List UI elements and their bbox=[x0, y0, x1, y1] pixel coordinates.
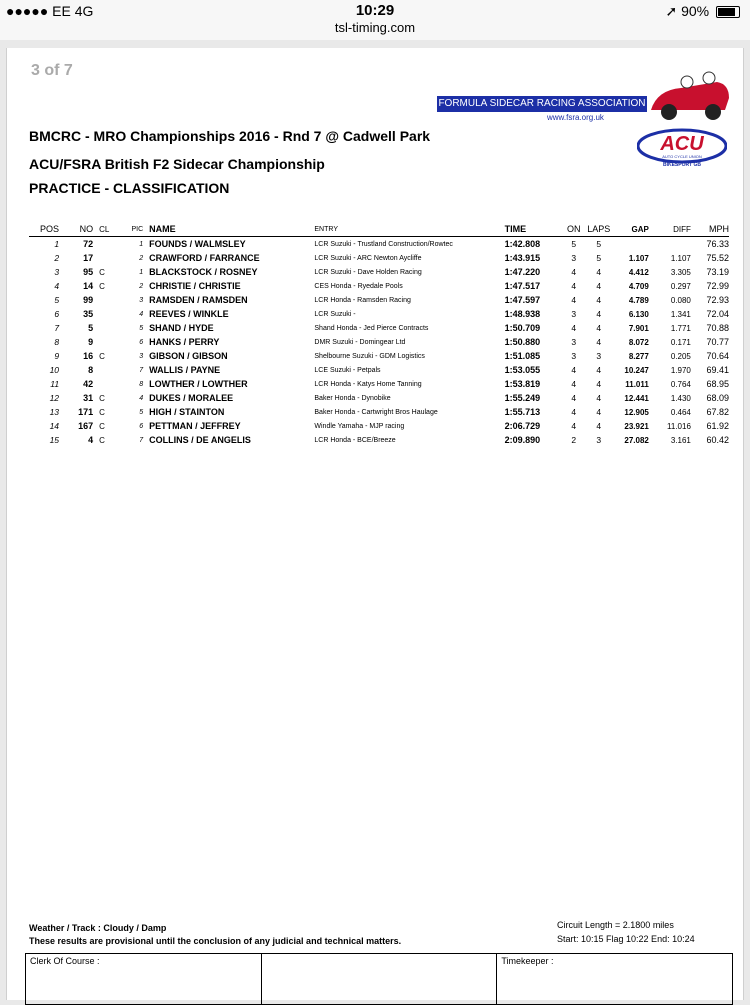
provisional-notice: These results are provisional until the conclusion of any judicial and technical matters. bbox=[29, 936, 402, 946]
cell-time: 2:09.890 bbox=[504, 435, 541, 445]
signature-box bbox=[25, 953, 733, 1005]
cell-diff: 0.464 bbox=[670, 407, 691, 417]
weather-track: Weather / Track : Cloudy / Damp bbox=[29, 923, 167, 933]
table-row bbox=[29, 405, 729, 419]
cell-laps: 4 bbox=[596, 379, 602, 389]
cell-entry: LCR Honda - BCE/Breeze bbox=[314, 436, 396, 444]
cell-gap bbox=[613, 237, 649, 252]
cell-entry: Baker Honda - Cartwright Bros Haulage bbox=[314, 408, 438, 416]
cell-laps: 4 bbox=[596, 281, 602, 291]
cell-diff: 1.430 bbox=[670, 393, 691, 403]
cell-on: 4 bbox=[571, 365, 577, 375]
cell-no: 31 bbox=[83, 393, 94, 403]
cell-pos: 9 bbox=[54, 351, 60, 361]
cell-no: 5 bbox=[88, 323, 94, 333]
cell-pic: 8 bbox=[139, 380, 144, 388]
cell-time: 1:55.249 bbox=[504, 393, 541, 403]
table-row bbox=[29, 265, 729, 279]
column-header-laps: LAPS bbox=[585, 222, 613, 237]
cell-name: REEVES / WINKLE bbox=[149, 309, 229, 319]
cell-mph: 70.88 bbox=[706, 323, 729, 333]
cell-time: 1:47.517 bbox=[504, 281, 541, 291]
signature-middle bbox=[262, 954, 498, 1004]
cell-mph: 72.04 bbox=[706, 309, 729, 319]
cell-mph: 60.42 bbox=[706, 435, 729, 445]
column-header-gap: GAP bbox=[613, 222, 649, 237]
table-row bbox=[29, 293, 729, 307]
cell-pic: 4 bbox=[139, 394, 144, 402]
clock: 10:29 bbox=[355, 2, 395, 19]
cell-no: 99 bbox=[83, 295, 94, 305]
cell-pos: 6 bbox=[54, 309, 60, 319]
cell-pic: 7 bbox=[139, 436, 144, 444]
cell-gap: 4.412 bbox=[628, 267, 649, 277]
session-times: Start: 10:15 Flag 10:22 End: 10:24 bbox=[557, 934, 695, 944]
carrier-signal: ●●●●● EE 4G bbox=[6, 3, 94, 19]
cell-pos: 2 bbox=[54, 253, 60, 263]
cell-mph: 73.19 bbox=[706, 267, 729, 277]
cell-entry: CES Honda - Ryedale Pools bbox=[314, 282, 403, 290]
cell-entry: LCE Suzuki - Petpals bbox=[314, 366, 381, 374]
cell-mph: 72.99 bbox=[706, 281, 729, 291]
cell-name: SHAND / HYDE bbox=[149, 323, 214, 333]
cell-time: 2:06.729 bbox=[504, 421, 541, 431]
column-header-pic: PIC bbox=[121, 222, 149, 237]
cell-pic: 6 bbox=[139, 338, 144, 346]
cell-pos: 7 bbox=[54, 323, 60, 333]
address-bar-url[interactable]: tsl-timing.com bbox=[334, 20, 416, 35]
cell-pic: 1 bbox=[139, 240, 144, 248]
column-header-on: ON bbox=[563, 222, 585, 237]
cell-pos: 8 bbox=[54, 337, 60, 347]
cell-time: 1:50.709 bbox=[504, 323, 541, 333]
cell-mph: 76.33 bbox=[706, 239, 729, 249]
cell-gap: 12.905 bbox=[624, 407, 649, 417]
cell-no: 16 bbox=[83, 351, 94, 361]
cell-diff: 0.205 bbox=[670, 351, 691, 361]
page-indicator: 3 of 7 bbox=[31, 62, 73, 79]
clerk-of-course: Clerk Of Course : bbox=[26, 954, 262, 1004]
cell-laps: 3 bbox=[596, 435, 602, 445]
classification-table bbox=[29, 222, 729, 447]
table-row bbox=[29, 251, 729, 265]
acu-text: ACU bbox=[660, 133, 704, 155]
cell-name: CRAWFORD / FARRANCE bbox=[149, 253, 260, 263]
cell-pos: 1 bbox=[54, 239, 60, 249]
cell-pic: 6 bbox=[139, 422, 144, 430]
cell-time: 1:55.713 bbox=[504, 407, 541, 417]
cell-diff bbox=[649, 237, 691, 252]
cell-name: GIBSON / GIBSON bbox=[149, 351, 228, 361]
cell-mph: 70.77 bbox=[706, 337, 729, 347]
cell-no: 14 bbox=[83, 281, 94, 291]
battery-status bbox=[665, 3, 740, 20]
cell-mph: 72.93 bbox=[706, 295, 729, 305]
event-title: BMCRC - MRO Championships 2016 - Rnd 7 @ Cadwell Park bbox=[29, 128, 431, 144]
cell-cl: C bbox=[99, 351, 105, 361]
fsra-banner: FORMULA SIDECAR RACING ASSOCIATION bbox=[437, 96, 647, 112]
session-title: PRACTICE - CLASSIFICATION bbox=[29, 180, 230, 196]
cell-cl bbox=[99, 251, 121, 265]
cell-entry: LCR Suzuki - Dave Holden Racing bbox=[314, 268, 422, 276]
cell-cl bbox=[99, 237, 121, 252]
cell-time: 1:47.597 bbox=[504, 295, 541, 305]
cell-laps: 5 bbox=[596, 253, 602, 263]
cell-no: 9 bbox=[88, 337, 94, 347]
cell-diff: 11.016 bbox=[667, 421, 691, 431]
cell-no: 42 bbox=[83, 379, 94, 389]
cell-on: 2 bbox=[571, 435, 577, 445]
cell-mph: 67.82 bbox=[706, 407, 729, 417]
cell-entry: Windle Yamaha - MJP racing bbox=[314, 422, 405, 430]
cell-on: 4 bbox=[571, 407, 577, 417]
cell-name: FOUNDS / WALMSLEY bbox=[149, 239, 246, 249]
cell-entry: LCR Honda - Katys Home Tanning bbox=[314, 380, 422, 388]
cell-on: 4 bbox=[571, 393, 577, 403]
cell-pic: 4 bbox=[139, 310, 144, 318]
cell-diff: 1.341 bbox=[670, 309, 691, 319]
cell-laps: 4 bbox=[596, 407, 602, 417]
cell-on: 3 bbox=[571, 253, 577, 263]
cell-mph: 68.95 bbox=[706, 379, 729, 389]
column-header-diff: DIFF bbox=[649, 222, 691, 237]
cell-diff: 0.764 bbox=[670, 379, 691, 389]
cell-name: PETTMAN / JEFFREY bbox=[149, 421, 241, 431]
cell-diff: 1.107 bbox=[670, 253, 691, 263]
cell-on: 3 bbox=[571, 351, 577, 361]
cell-pic: 2 bbox=[139, 254, 144, 262]
cell-gap: 4.709 bbox=[628, 281, 649, 291]
cell-laps: 4 bbox=[596, 267, 602, 277]
cell-gap: 23.921 bbox=[624, 421, 649, 431]
cell-time: 1:43.915 bbox=[504, 253, 541, 263]
cell-pos: 11 bbox=[50, 379, 60, 389]
cell-gap: 11.011 bbox=[625, 379, 649, 389]
cell-gap: 12.441 bbox=[624, 393, 649, 403]
cell-pic: 3 bbox=[139, 296, 144, 304]
cell-gap: 1.107 bbox=[628, 253, 649, 263]
cell-pic: 3 bbox=[139, 352, 144, 360]
acu-logo-icon bbox=[637, 128, 727, 168]
timekeeper: Timekeeper : bbox=[501, 956, 554, 966]
cell-entry: LCR Suzuki - ARC Newton Aycliffe bbox=[314, 254, 422, 262]
table-row bbox=[29, 279, 729, 293]
battery-text: ➚ 90% bbox=[665, 3, 710, 19]
cell-entry: LCR Suzuki - bbox=[314, 310, 356, 318]
table-row bbox=[29, 433, 729, 447]
cell-cl bbox=[99, 321, 121, 335]
cell-pos: 15 bbox=[49, 435, 60, 445]
cell-pos: 4 bbox=[54, 281, 60, 291]
championship-title: ACU/FSRA British F2 Sidecar Championship bbox=[29, 156, 325, 172]
cell-name: COLLINS / DE ANGELIS bbox=[149, 435, 251, 445]
cell-cl: C bbox=[99, 281, 105, 291]
acu-sub: BIKESPORT GB bbox=[662, 162, 702, 168]
cell-diff: 1.771 bbox=[670, 323, 691, 333]
cell-entry: Shelbourne Suzuki - GDM Logistics bbox=[314, 352, 425, 360]
cell-diff: 0.171 bbox=[670, 337, 691, 347]
cell-laps: 3 bbox=[596, 351, 602, 361]
cell-time: 1:47.220 bbox=[504, 267, 541, 277]
cell-laps: 4 bbox=[596, 337, 602, 347]
cell-cl: C bbox=[99, 421, 105, 431]
cell-mph: 69.41 bbox=[706, 365, 729, 375]
cell-name: WALLIS / PAYNE bbox=[149, 365, 221, 375]
cell-laps: 4 bbox=[596, 421, 602, 431]
cell-on: 4 bbox=[571, 421, 577, 431]
cell-name: DUKES / MORALEE bbox=[149, 393, 234, 403]
cell-no: 167 bbox=[78, 421, 94, 431]
cell-name: RAMSDEN / RAMSDEN bbox=[149, 295, 248, 305]
cell-diff: 3.305 bbox=[670, 267, 691, 277]
cell-name: CHRISTIE / CHRISTIE bbox=[149, 281, 241, 291]
table-row bbox=[29, 363, 729, 377]
table-row bbox=[29, 391, 729, 405]
table-row bbox=[29, 349, 729, 363]
cell-gap: 8.277 bbox=[628, 351, 649, 361]
table-row bbox=[29, 321, 729, 335]
cell-laps: 4 bbox=[596, 295, 602, 305]
table-header-row bbox=[29, 222, 729, 237]
cell-laps: 4 bbox=[596, 365, 602, 375]
circuit-info bbox=[557, 918, 695, 946]
cell-on: 4 bbox=[571, 323, 577, 333]
cell-time: 1:50.880 bbox=[504, 337, 541, 347]
battery-icon bbox=[716, 6, 740, 18]
cell-name: LOWTHER / LOWTHER bbox=[149, 379, 248, 389]
cell-pos: 12 bbox=[49, 393, 60, 403]
cell-diff: 0.080 bbox=[670, 295, 691, 305]
cell-cl: C bbox=[99, 435, 105, 445]
cell-laps: 5 bbox=[596, 239, 602, 249]
cell-on: 5 bbox=[571, 239, 577, 249]
cell-on: 4 bbox=[571, 267, 577, 277]
cell-pic: 7 bbox=[139, 366, 144, 374]
cell-no: 72 bbox=[83, 239, 94, 249]
battery-fill bbox=[718, 8, 735, 16]
cell-cl: C bbox=[99, 393, 105, 403]
cell-cl: C bbox=[99, 267, 105, 277]
cell-diff: 3.161 bbox=[670, 435, 691, 445]
column-header-cl: CL bbox=[99, 222, 121, 237]
cell-time: 1:42.808 bbox=[504, 239, 541, 249]
cell-cl bbox=[99, 363, 121, 377]
table-row bbox=[29, 377, 729, 391]
cell-no: 4 bbox=[88, 435, 94, 445]
table-row bbox=[29, 237, 729, 252]
cell-pic: 5 bbox=[139, 324, 144, 332]
cell-entry: Shand Honda - Jed Pierce Contracts bbox=[314, 324, 429, 332]
cell-mph: 75.52 bbox=[706, 253, 729, 263]
cell-entry: LCR Suzuki - Trustland Construction/Rowtec bbox=[314, 240, 453, 248]
cell-cl: C bbox=[99, 407, 105, 417]
cell-diff: 0.297 bbox=[670, 281, 691, 291]
column-header-name: NAME bbox=[149, 222, 314, 237]
cell-no: 35 bbox=[83, 309, 94, 319]
cell-name: BLACKSTOCK / ROSNEY bbox=[149, 267, 258, 277]
cell-time: 1:53.055 bbox=[504, 365, 541, 375]
cell-pos: 14 bbox=[49, 421, 60, 431]
sidecar-logo-icon bbox=[647, 70, 733, 122]
cell-name: HANKS / PERRY bbox=[149, 337, 220, 347]
column-header-mph: MPH bbox=[691, 222, 729, 237]
cell-cl bbox=[99, 293, 121, 307]
cell-no: 171 bbox=[78, 407, 94, 417]
cell-cl bbox=[99, 377, 121, 391]
table-row bbox=[29, 307, 729, 321]
column-header-no: NO bbox=[65, 222, 99, 237]
cell-pos: 10 bbox=[49, 365, 60, 375]
circuit-length: Circuit Length = 2.1800 miles bbox=[557, 920, 674, 930]
cell-mph: 61.92 bbox=[706, 421, 729, 431]
cell-gap: 27.082 bbox=[624, 435, 649, 445]
cell-gap: 10.247 bbox=[624, 365, 649, 375]
cell-on: 4 bbox=[571, 295, 577, 305]
status-bar bbox=[0, 0, 750, 40]
cell-pic: 5 bbox=[139, 408, 144, 416]
cell-mph: 68.09 bbox=[706, 393, 729, 403]
cell-on: 4 bbox=[571, 379, 577, 389]
table-row bbox=[29, 335, 729, 349]
cell-no: 8 bbox=[88, 365, 94, 375]
cell-gap: 6.130 bbox=[628, 309, 649, 319]
cell-pos: 3 bbox=[54, 267, 60, 277]
cell-laps: 4 bbox=[596, 323, 602, 333]
cell-cl bbox=[99, 335, 121, 349]
cell-gap: 7.901 bbox=[628, 323, 649, 333]
cell-entry: LCR Honda - Ramsden Racing bbox=[314, 296, 411, 304]
cell-no: 95 bbox=[83, 267, 94, 277]
footer-notes bbox=[29, 922, 401, 948]
pdf-page[interactable] bbox=[6, 48, 744, 1000]
table-row bbox=[29, 419, 729, 433]
column-header-pos: POS bbox=[29, 222, 65, 237]
cell-entry: Baker Honda - Dynobike bbox=[314, 394, 391, 402]
column-header-entry: ENTRY bbox=[314, 222, 504, 237]
cell-on: 4 bbox=[571, 281, 577, 291]
cell-pic: 1 bbox=[139, 268, 144, 276]
cell-pos: 5 bbox=[54, 295, 60, 305]
cell-pos: 13 bbox=[49, 407, 60, 417]
cell-no: 17 bbox=[83, 253, 94, 263]
cell-gap: 8.072 bbox=[628, 337, 649, 347]
cell-mph: 70.64 bbox=[706, 351, 729, 361]
cell-name: HIGH / STAINTON bbox=[149, 407, 225, 417]
cell-time: 1:53.819 bbox=[504, 379, 541, 389]
cell-diff: 1.970 bbox=[670, 365, 691, 375]
cell-time: 1:51.085 bbox=[504, 351, 541, 361]
cell-gap: 4.789 bbox=[628, 295, 649, 305]
cell-on: 3 bbox=[571, 309, 577, 319]
fsra-url: www.fsra.org.uk bbox=[547, 113, 604, 122]
cell-entry: DMR Suzuki - Domingear Ltd bbox=[314, 338, 406, 346]
cell-time: 1:48.938 bbox=[504, 309, 541, 319]
cell-cl bbox=[99, 307, 121, 321]
cell-pic: 2 bbox=[139, 282, 144, 290]
cell-laps: 4 bbox=[596, 309, 602, 319]
acu-small: AUTO CYCLE UNION bbox=[662, 154, 702, 159]
cell-laps: 4 bbox=[596, 393, 602, 403]
cell-on: 3 bbox=[571, 337, 577, 347]
column-header-time: TIME bbox=[505, 222, 563, 237]
